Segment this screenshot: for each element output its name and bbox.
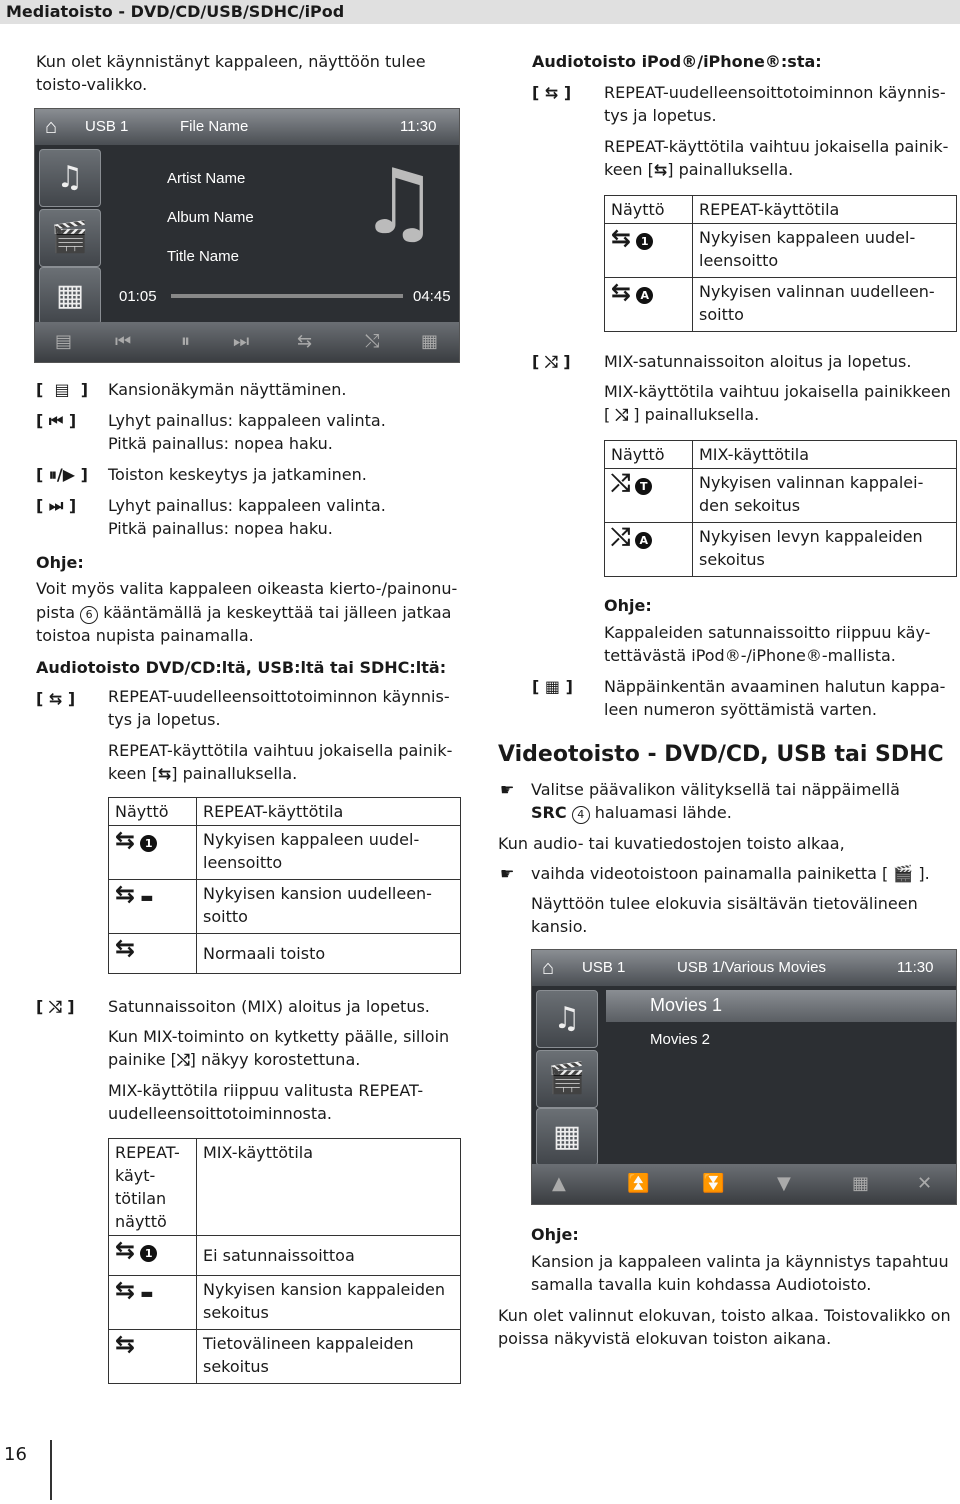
table-header: Näyttö (109, 798, 197, 826)
keypad-icon: ▦ (852, 1173, 870, 1194)
table-cell: Normaali toisto (197, 934, 461, 974)
title-name: Title Name (167, 248, 239, 265)
bracket-keypad: [ ▦ ] (532, 677, 573, 696)
video-icon: 🎬 (39, 209, 101, 267)
footer-divider (50, 1440, 52, 1500)
photo-icon: ▦ (39, 267, 101, 325)
table-cell: Nykyisen kansion kappaleiden sekoitus (197, 1276, 461, 1330)
video-heading: Videotoisto - DVD/CD, USB tai SDHC (498, 742, 944, 767)
screen-top-bar (35, 109, 459, 145)
next-icon: ⏭ (233, 331, 250, 352)
ipod-ohje-2: tettävästä iPod®-/iPhone®-mallista. (604, 646, 896, 665)
dvd-mix-1: Satunnaissoiton (MIX) aloitus ja lopetus. (108, 997, 430, 1016)
table-cell: Nykyisen levyn kappaleiden sekoitus (693, 523, 957, 577)
home-icon: ⌂ (542, 957, 555, 979)
repeat-all-icon: ⇆ (109, 1330, 197, 1384)
down-icon: ▼ (777, 1173, 791, 1194)
left-item-2b: Pitkä painallus: nopea haku. (108, 434, 333, 453)
bracket-shuffle: [ ⤭ ] (36, 997, 75, 1016)
bracket-repeat: [ ⇆ ] (532, 83, 572, 102)
list-item[interactable]: Movies 2 (650, 1031, 711, 1048)
intro-text: Kun olet käynnistänyt kappaleen, näyttöön tulee toisto-valikko. (36, 52, 426, 94)
video-bullet-3b: kansio. (531, 917, 588, 936)
bracket-next: [ ⏭ ] (36, 496, 77, 515)
video-bullet-1b: SRC 4 haluamasi lähde. (531, 803, 732, 822)
artist-name: Artist Name (167, 170, 246, 187)
pointer-icon: ☛ (500, 780, 515, 799)
keypad-icon: ▦ (421, 331, 439, 352)
close-icon: ✕ (917, 1173, 933, 1194)
table-header: REPEAT-käyttötila (693, 196, 957, 224)
video-ohje-1: Kansion ja kappaleen valinta ja käynnistys tapahtuu (531, 1252, 949, 1271)
dvd-mix-3: painike [⤭] näkyy korostettuna. (108, 1050, 361, 1069)
repeat-all-icon: ⇆ (109, 934, 197, 974)
video-screenshot (531, 949, 957, 1205)
folder-icon: ▤ (55, 331, 73, 352)
photo-icon: ▦ (536, 1108, 598, 1166)
ipod-repeat-1: REPEAT-uudelleensoittotoiminnon käynnis- (604, 83, 946, 102)
bracket-previous: [ ⏮ ] (36, 411, 77, 430)
bracket-repeat: [ ⇆ ] (36, 689, 76, 708)
table-cell: Tietovälineen kappaleiden sekoitus (197, 1330, 461, 1384)
screen-control-bar (35, 322, 459, 362)
repeat-folder-icon: ⇆ ▬ (109, 880, 197, 934)
dvd-repeat-2: tys ja lopetus. (108, 710, 221, 729)
video-bullet-1: Valitse päävalikon välityksellä tai näppäimellä (531, 780, 900, 799)
pointer-icon: ☛ (500, 864, 515, 883)
music-icon: ♫ (536, 990, 598, 1048)
page-header (0, 0, 960, 24)
album-name: Album Name (167, 209, 254, 226)
left-item-1: Kansionäkymän näyttäminen. (108, 380, 347, 399)
video-para-1: Kun audio- tai kuvatiedostojen toisto alkaa, (498, 834, 845, 853)
up-icon: ▲ (552, 1173, 566, 1194)
table-cell: Nykyisen valinnan uudelleen- soitto (693, 278, 957, 332)
video-bullet-3: Näyttöön tulee elokuvia sisältävän tietovälineen (531, 894, 918, 913)
ipod-repeat-table (604, 195, 957, 332)
dvd-mix-table (108, 1138, 461, 1384)
bracket-shuffle: [ ⤭ ] (532, 352, 571, 371)
left-item-4b: Pitkä painallus: nopea haku. (108, 519, 333, 538)
repeat-one-icon: ⇆ 1 (109, 1236, 197, 1276)
table-header: MIX-käyttötila (197, 1139, 461, 1236)
video-para-2b: poissa näkyvistä elokuvan toiston aikana. (498, 1329, 832, 1348)
ipod-mix-3: [ ⤭ ] painalluksella. (604, 405, 760, 424)
folder-path: USB 1/Various Movies (677, 959, 826, 976)
left-item-3: Toiston keskeytys ja jatkaminen. (108, 465, 367, 484)
bracket-play-pause: [ ⏸/▶ ] (36, 465, 88, 484)
table-cell: Nykyisen kappaleen uudel- leensoitto (693, 224, 957, 278)
dvd-mix-2: Kun MIX-toiminto on kytketty päälle, silloin (108, 1027, 450, 1046)
left-item-4: Lyhyt painallus: kappaleen valinta. (108, 496, 386, 515)
shuffle-icon: ⤭ (176, 1050, 190, 1069)
repeat-icon: ⇆ (157, 764, 172, 783)
table-cell: Nykyisen kappaleen uudel- leensoitto (197, 826, 461, 880)
dvd-repeat-1: REPEAT-uudelleensoittotoiminnon käynnis- (108, 687, 450, 706)
table-cell: Nykyisen valinnan kappalei- den sekoitus (693, 469, 957, 523)
ipod-repeat-2: tys ja lopetus. (604, 106, 717, 125)
player-screenshot (34, 108, 460, 363)
clock: 11:30 (897, 959, 934, 976)
table-header: Näyttö (605, 441, 693, 469)
ipod-mix-1: MIX-satunnaissoiton aloitus ja lopetus. (604, 352, 912, 371)
ipod-heading: Audiotoisto iPod®/iPhone®:sta: (532, 52, 822, 71)
dvd-mix-4: MIX-käyttötila riippuu valitusta REPEAT- (108, 1081, 424, 1100)
header-title: Mediatoisto - DVD/CD/USB/SDHC/iPod (6, 2, 345, 21)
repeat-folder-icon: ⇆ ▬ (109, 1276, 197, 1330)
clock: 11:30 (400, 118, 437, 135)
table-cell: Ei satunnaissoittoa (197, 1236, 461, 1276)
keypad-text-1: Näppäinkentän avaaminen halutun kappa- (604, 677, 946, 696)
page-number: 16 (4, 1444, 27, 1465)
repeat-icon: ⇆ (297, 331, 313, 352)
video-bullet-2: vaihda videotoistoon painamalla painiketta [ 🎬 ]. (531, 864, 930, 883)
table-cell: Nykyisen kansion uudelleen- soitto (197, 880, 461, 934)
dvd-repeat-table (108, 797, 461, 974)
video-icon: 🎬 (536, 1050, 598, 1108)
table-header: Näyttö (605, 196, 693, 224)
ipod-ohje-label: Ohje: (604, 596, 652, 615)
shuffle-track-icon: ⤭ T (605, 469, 693, 523)
repeat-icon: ⇆ (653, 160, 668, 179)
list-item-selected[interactable]: Movies 1 (606, 990, 956, 1022)
ipod-mix-table (604, 440, 957, 577)
video-para-2: Kun olet valinnut elokuvan, toisto alkaa. Toistovalikko on (498, 1306, 951, 1325)
ipod-mix-2: MIX-käyttötila vaihtuu jokaisella painikkeen (604, 382, 951, 401)
ipod-repeat-3: REPEAT-käyttötila vaihtuu jokaisella painik- (604, 137, 949, 156)
repeat-all-icon: ⇆ A (605, 278, 693, 332)
repeat-one-icon: ⇆ 1 (109, 826, 197, 880)
screen-control-bar (532, 1164, 956, 1204)
ipod-ohje-1: Kappaleiden satunnaissoitto riippuu käy- (604, 623, 931, 642)
dvd-mix-5: uudelleensoittotoiminnosta. (108, 1104, 333, 1123)
table-header: MIX-käyttötila (693, 441, 957, 469)
pause-icon: ⏸ (181, 331, 190, 352)
table-header: REPEAT- käyt- tötilan näyttö (109, 1139, 197, 1236)
album-art-icon: ♫ (358, 150, 440, 255)
music-icon: ♫ (39, 149, 101, 207)
dvd-repeat-4: keen [⇆] painalluksella. (108, 764, 298, 783)
ohje-1-line-1: Voit myös valita kappaleen oikeasta kierto-/painonu- (36, 579, 458, 598)
screen-tab: USB 1 (582, 959, 626, 976)
bracket-folder: [ ▤ ] (36, 380, 89, 399)
shuffle-all-icon: ⤭ A (605, 523, 693, 577)
home-icon: ⌂ (45, 116, 58, 138)
ohje-label-1: Ohje: (36, 553, 84, 572)
page-up-icon: ⏫ (627, 1173, 650, 1194)
video-ohje-2: samalla tavalla kuin kohdassa Audiotoisto. (531, 1275, 872, 1294)
progress-bar (171, 294, 403, 298)
shuffle-icon: ⤭ (615, 405, 629, 424)
previous-icon: ⏮ (115, 331, 132, 352)
page-down-icon: ⏬ (702, 1173, 725, 1194)
total-time: 04:45 (413, 288, 451, 305)
file-name: File Name (180, 118, 249, 135)
screen-top-bar (532, 950, 956, 986)
repeat-one-icon: ⇆ 1 (605, 224, 693, 278)
ipod-repeat-4: keen [⇆] painalluksella. (604, 160, 794, 179)
dvd-heading: Audiotoisto DVD/CD:ltä, USB:ltä tai SDHC:ltä: (36, 658, 447, 677)
dvd-repeat-3: REPEAT-käyttötila vaihtuu jokaisella painik- (108, 741, 453, 760)
shuffle-icon: ⤭ (365, 331, 380, 352)
elapsed-time: 01:05 (119, 288, 157, 305)
knob-number: 6 (80, 606, 98, 624)
screen-tab: USB 1 (85, 118, 129, 135)
ohje-1-line-3: toistoa nupista painamalla. (36, 626, 254, 645)
keypad-text-2: leen numeron syöttämistä varten. (604, 700, 877, 719)
video-icon: 🎬 (893, 864, 914, 883)
ohje-1-line-2: pista 6 kääntämällä ja keskeyttää tai jälleen jatkaa (36, 603, 452, 622)
table-header: REPEAT-käyttötila (197, 798, 461, 826)
left-item-2: Lyhyt painallus: kappaleen valinta. (108, 411, 386, 430)
video-ohje-label: Ohje: (531, 1225, 579, 1244)
